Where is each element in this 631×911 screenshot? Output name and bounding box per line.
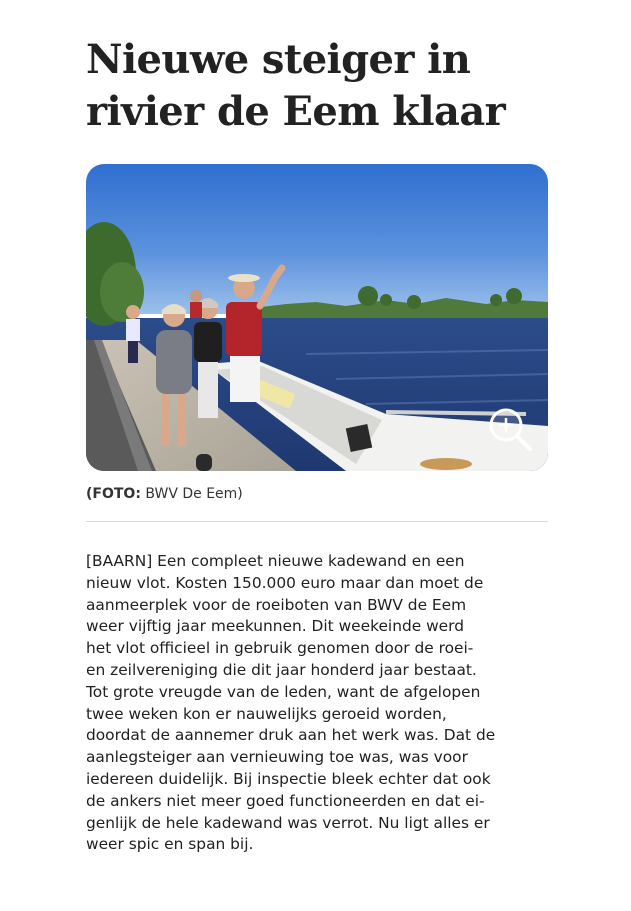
body-line: iedereen duidelijk. Bij inspectie bleek echter dat ook — [86, 769, 491, 788]
article-body — [86, 551, 548, 856]
body-line: het vlot officieel in gebruik genomen door de roei- — [86, 639, 474, 658]
photo-illustration — [86, 164, 548, 471]
body-line: weer spic en span bij. — [86, 835, 254, 854]
body-line: genlijk de hele kadewand was verrot. Nu ligt alles er — [86, 813, 490, 832]
body-line: doordat de aannemer druk aan het werk was. Dat de — [86, 726, 496, 745]
article-headline — [86, 34, 556, 138]
body-line: de ankers niet meer goed functioneerden en dat ei- — [86, 791, 485, 810]
body-line: nieuw vlot. Kosten 150.000 euro maar dan moet de — [86, 573, 484, 592]
article-photo[interactable] — [86, 164, 548, 471]
body-line: aanmeerplek voor de roeiboten van BWV de Eem — [86, 595, 467, 614]
news-article — [86, 34, 548, 854]
body-line: [BAARN] Een compleet nieuwe kadewand en een — [86, 552, 465, 570]
caption-label: (FOTO: — [86, 486, 141, 502]
body-line: en zeilvereniging die dit jaar honderd jaar bestaat. — [86, 660, 477, 679]
body-line: weer vijftig jaar meekunnen. Dit weekeinde werd — [86, 617, 464, 636]
caption-source: BWV De Eem) — [145, 486, 243, 502]
body-line: Tot grote vreugde van de leden, want de afgelopen — [86, 682, 481, 701]
photo-caption — [86, 486, 243, 502]
body-line: aanlegsteiger aan vernieuwing toe was, was voor — [86, 748, 468, 767]
body-line: twee weken kon er nauwelijks geroeid worden, — [86, 704, 447, 723]
headline-line: rivier de Eem klaar — [86, 88, 506, 135]
zoom-in-icon[interactable] — [486, 405, 534, 453]
divider — [86, 521, 548, 522]
headline-line: Nieuwe steiger in — [86, 36, 471, 83]
